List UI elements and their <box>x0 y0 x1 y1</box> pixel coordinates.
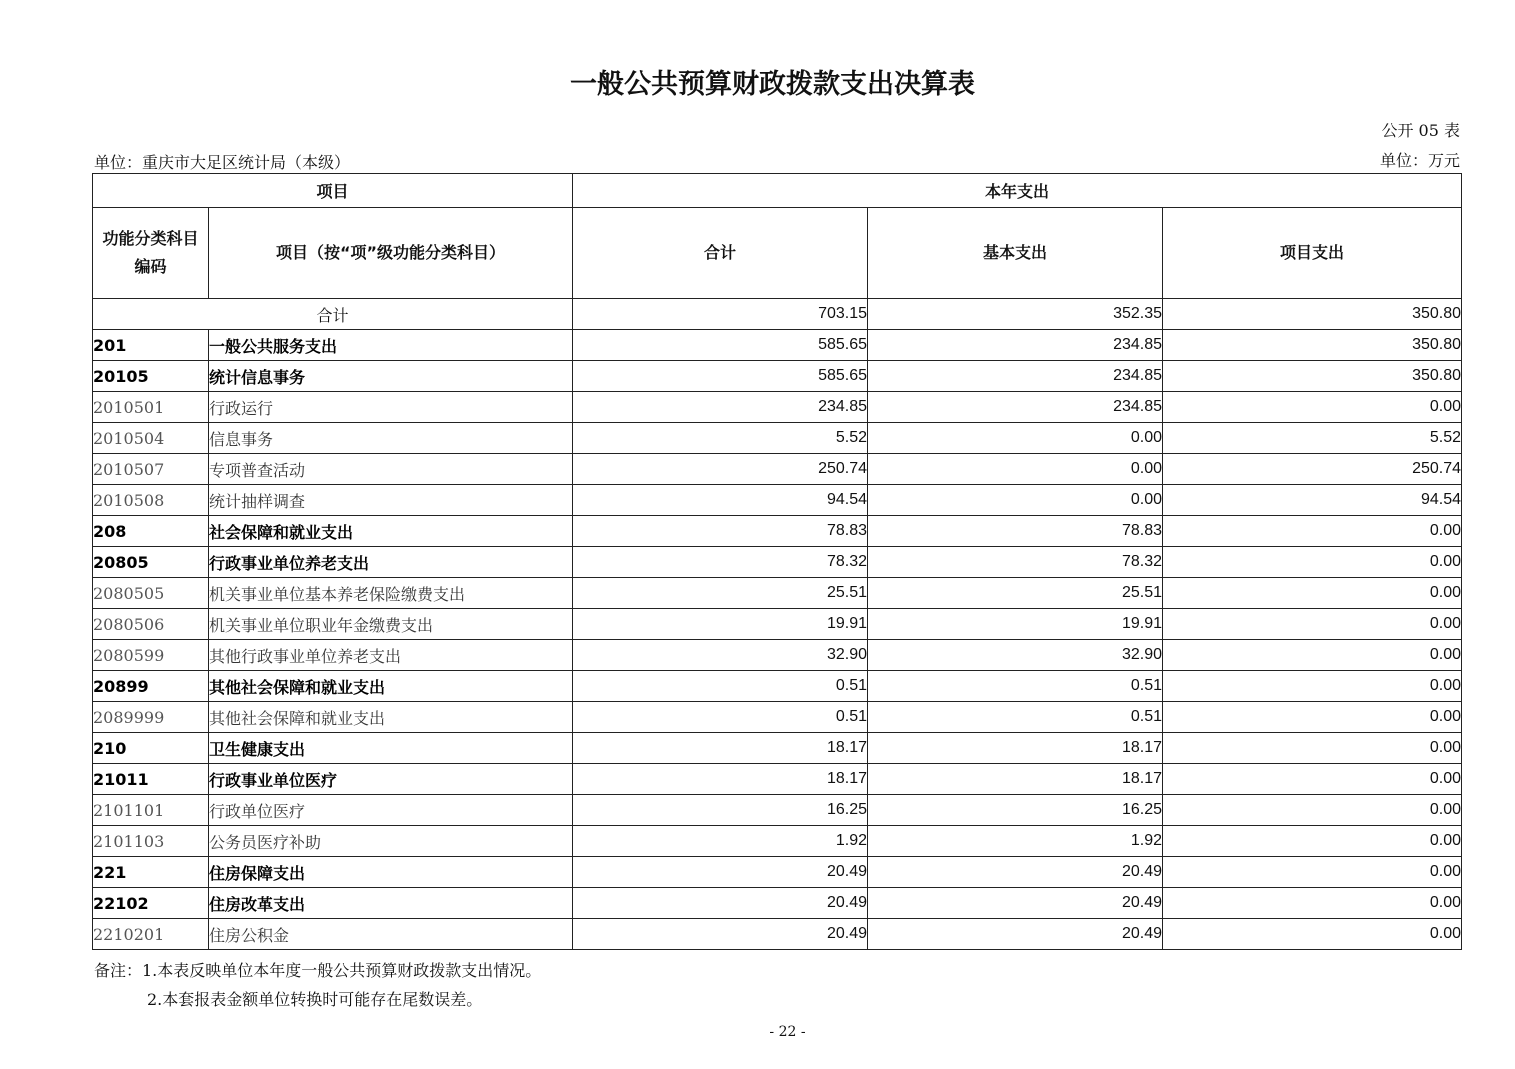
table-row <box>93 547 1462 578</box>
header-project: 项目支出 <box>1163 208 1462 299</box>
row-name: 其他行政事业单位养老支出 <box>209 640 573 671</box>
row-total: 32.90 <box>573 640 868 671</box>
row-project: 0.00 <box>1163 857 1462 888</box>
total-project: 350.80 <box>1163 299 1462 330</box>
row-total: 94.54 <box>573 485 868 516</box>
row-name: 住房改革支出 <box>209 888 573 919</box>
row-basic: 19.91 <box>868 609 1163 640</box>
row-code: 20805 <box>93 547 209 578</box>
row-project: 0.00 <box>1163 888 1462 919</box>
total-label: 合计 <box>93 299 573 330</box>
table-number: 公开 05 表 <box>1381 121 1460 140</box>
row-project: 0.00 <box>1163 392 1462 423</box>
row-code: 2080506 <box>93 609 209 640</box>
unit-currency: 单位：万元 <box>1379 151 1460 170</box>
row-total: 78.32 <box>573 547 868 578</box>
row-project: 0.00 <box>1163 547 1462 578</box>
row-name: 社会保障和就业支出 <box>209 516 573 547</box>
table-row <box>93 826 1462 857</box>
row-project: 0.00 <box>1163 733 1462 764</box>
page-number: - 22 - <box>769 1024 806 1040</box>
row-project: 0.00 <box>1163 578 1462 609</box>
row-basic: 78.32 <box>868 547 1163 578</box>
table-row <box>93 454 1462 485</box>
row-project: 350.80 <box>1163 361 1462 392</box>
total-basic: 352.35 <box>868 299 1163 330</box>
table-row <box>93 857 1462 888</box>
row-total: 0.51 <box>573 702 868 733</box>
row-name: 住房保障支出 <box>209 857 573 888</box>
header-name: 项目（按“项”级功能分类科目） <box>209 208 573 299</box>
table-row <box>93 733 1462 764</box>
row-code: 2080505 <box>93 578 209 609</box>
table-row <box>93 609 1462 640</box>
row-total: 19.91 <box>573 609 868 640</box>
row-project: 0.00 <box>1163 764 1462 795</box>
row-basic: 18.17 <box>868 733 1163 764</box>
row-name: 机关事业单位职业年金缴费支出 <box>209 609 573 640</box>
row-total: 585.65 <box>573 330 868 361</box>
row-code: 2010501 <box>93 392 209 423</box>
row-name: 行政事业单位养老支出 <box>209 547 573 578</box>
row-basic: 234.85 <box>868 392 1163 423</box>
row-basic: 20.49 <box>868 888 1163 919</box>
row-name: 统计信息事务 <box>209 361 573 392</box>
row-name: 卫生健康支出 <box>209 733 573 764</box>
table-row <box>93 671 1462 702</box>
header-current-year: 本年支出 <box>573 174 1462 208</box>
row-project: 0.00 <box>1163 640 1462 671</box>
row-basic: 20.49 <box>868 919 1163 950</box>
row-code: 20105 <box>93 361 209 392</box>
table-row <box>93 795 1462 826</box>
row-project: 0.00 <box>1163 826 1462 857</box>
row-code: 2210201 <box>93 919 209 950</box>
row-total: 5.52 <box>573 423 868 454</box>
header-item: 项目 <box>93 174 573 208</box>
note-line-2: 2.本套报表金额单位转换时可能存在尾数误差。 <box>147 990 483 1009</box>
table-row <box>93 516 1462 547</box>
row-code: 22102 <box>93 888 209 919</box>
row-name: 行政运行 <box>209 392 573 423</box>
row-total: 234.85 <box>573 392 868 423</box>
table-row <box>93 888 1462 919</box>
table-row <box>93 764 1462 795</box>
row-basic: 16.25 <box>868 795 1163 826</box>
row-total: 20.49 <box>573 888 868 919</box>
row-total: 18.17 <box>573 764 868 795</box>
row-total: 585.65 <box>573 361 868 392</box>
row-name: 统计抽样调查 <box>209 485 573 516</box>
row-project: 0.00 <box>1163 609 1462 640</box>
row-code: 221 <box>93 857 209 888</box>
expenditure-table <box>92 173 1462 950</box>
row-total: 78.83 <box>573 516 868 547</box>
row-basic: 0.00 <box>868 423 1163 454</box>
table-row <box>93 578 1462 609</box>
table-row <box>93 919 1462 950</box>
row-basic: 234.85 <box>868 361 1163 392</box>
row-basic: 18.17 <box>868 764 1163 795</box>
row-basic: 32.90 <box>868 640 1163 671</box>
row-project: 0.00 <box>1163 795 1462 826</box>
row-name: 行政事业单位医疗 <box>209 764 573 795</box>
notes <box>94 956 541 1014</box>
row-basic: 0.51 <box>868 702 1163 733</box>
row-basic: 0.00 <box>868 454 1163 485</box>
row-basic: 20.49 <box>868 857 1163 888</box>
row-name: 机关事业单位基本养老保险缴费支出 <box>209 578 573 609</box>
row-project: 5.52 <box>1163 423 1462 454</box>
row-basic: 0.51 <box>868 671 1163 702</box>
row-code: 2080599 <box>93 640 209 671</box>
row-code: 2010507 <box>93 454 209 485</box>
row-name: 专项普查活动 <box>209 454 573 485</box>
row-project: 0.00 <box>1163 516 1462 547</box>
row-total: 25.51 <box>573 578 868 609</box>
row-project: 94.54 <box>1163 485 1462 516</box>
table-row <box>93 392 1462 423</box>
row-basic: 78.83 <box>868 516 1163 547</box>
row-code: 2101101 <box>93 795 209 826</box>
row-code: 208 <box>93 516 209 547</box>
note-line-1: 备注：1.本表反映单位本年度一般公共预算财政拨款支出情况。 <box>94 961 542 980</box>
row-name: 住房公积金 <box>209 919 573 950</box>
row-project: 0.00 <box>1163 919 1462 950</box>
row-project: 350.80 <box>1163 330 1462 361</box>
row-code: 210 <box>93 733 209 764</box>
header-total: 合计 <box>573 208 868 299</box>
row-project: 0.00 <box>1163 702 1462 733</box>
row-code: 20899 <box>93 671 209 702</box>
row-project: 250.74 <box>1163 454 1462 485</box>
table-row <box>93 423 1462 454</box>
row-basic: 25.51 <box>868 578 1163 609</box>
row-total: 0.51 <box>573 671 868 702</box>
row-total: 20.49 <box>573 919 868 950</box>
row-name: 公务员医疗补助 <box>209 826 573 857</box>
row-name: 其他社会保障和就业支出 <box>209 702 573 733</box>
row-name: 信息事务 <box>209 423 573 454</box>
row-total: 18.17 <box>573 733 868 764</box>
row-basic: 1.92 <box>868 826 1163 857</box>
row-name: 一般公共服务支出 <box>209 330 573 361</box>
row-name: 其他社会保障和就业支出 <box>209 671 573 702</box>
row-project: 0.00 <box>1163 671 1462 702</box>
table-row <box>93 702 1462 733</box>
row-basic: 0.00 <box>868 485 1163 516</box>
document-title: 一般公共预算财政拨款支出决算表 <box>570 69 975 100</box>
row-code: 2089999 <box>93 702 209 733</box>
total-row <box>93 299 1462 330</box>
row-code: 2010508 <box>93 485 209 516</box>
row-code: 2010504 <box>93 423 209 454</box>
row-basic: 234.85 <box>868 330 1163 361</box>
row-code: 2101103 <box>93 826 209 857</box>
header-basic: 基本支出 <box>868 208 1163 299</box>
row-code: 21011 <box>93 764 209 795</box>
header-code: 功能分类科目编码 <box>93 208 209 299</box>
total-amount: 703.15 <box>573 299 868 330</box>
row-total: 250.74 <box>573 454 868 485</box>
row-total: 16.25 <box>573 795 868 826</box>
table-row <box>93 361 1462 392</box>
table-row <box>93 640 1462 671</box>
row-name: 行政单位医疗 <box>209 795 573 826</box>
row-total: 1.92 <box>573 826 868 857</box>
row-code: 201 <box>93 330 209 361</box>
table-row <box>93 330 1462 361</box>
unit-organization: 单位：重庆市大足区统计局（本级） <box>94 153 351 172</box>
table-row <box>93 485 1462 516</box>
row-total: 20.49 <box>573 857 868 888</box>
